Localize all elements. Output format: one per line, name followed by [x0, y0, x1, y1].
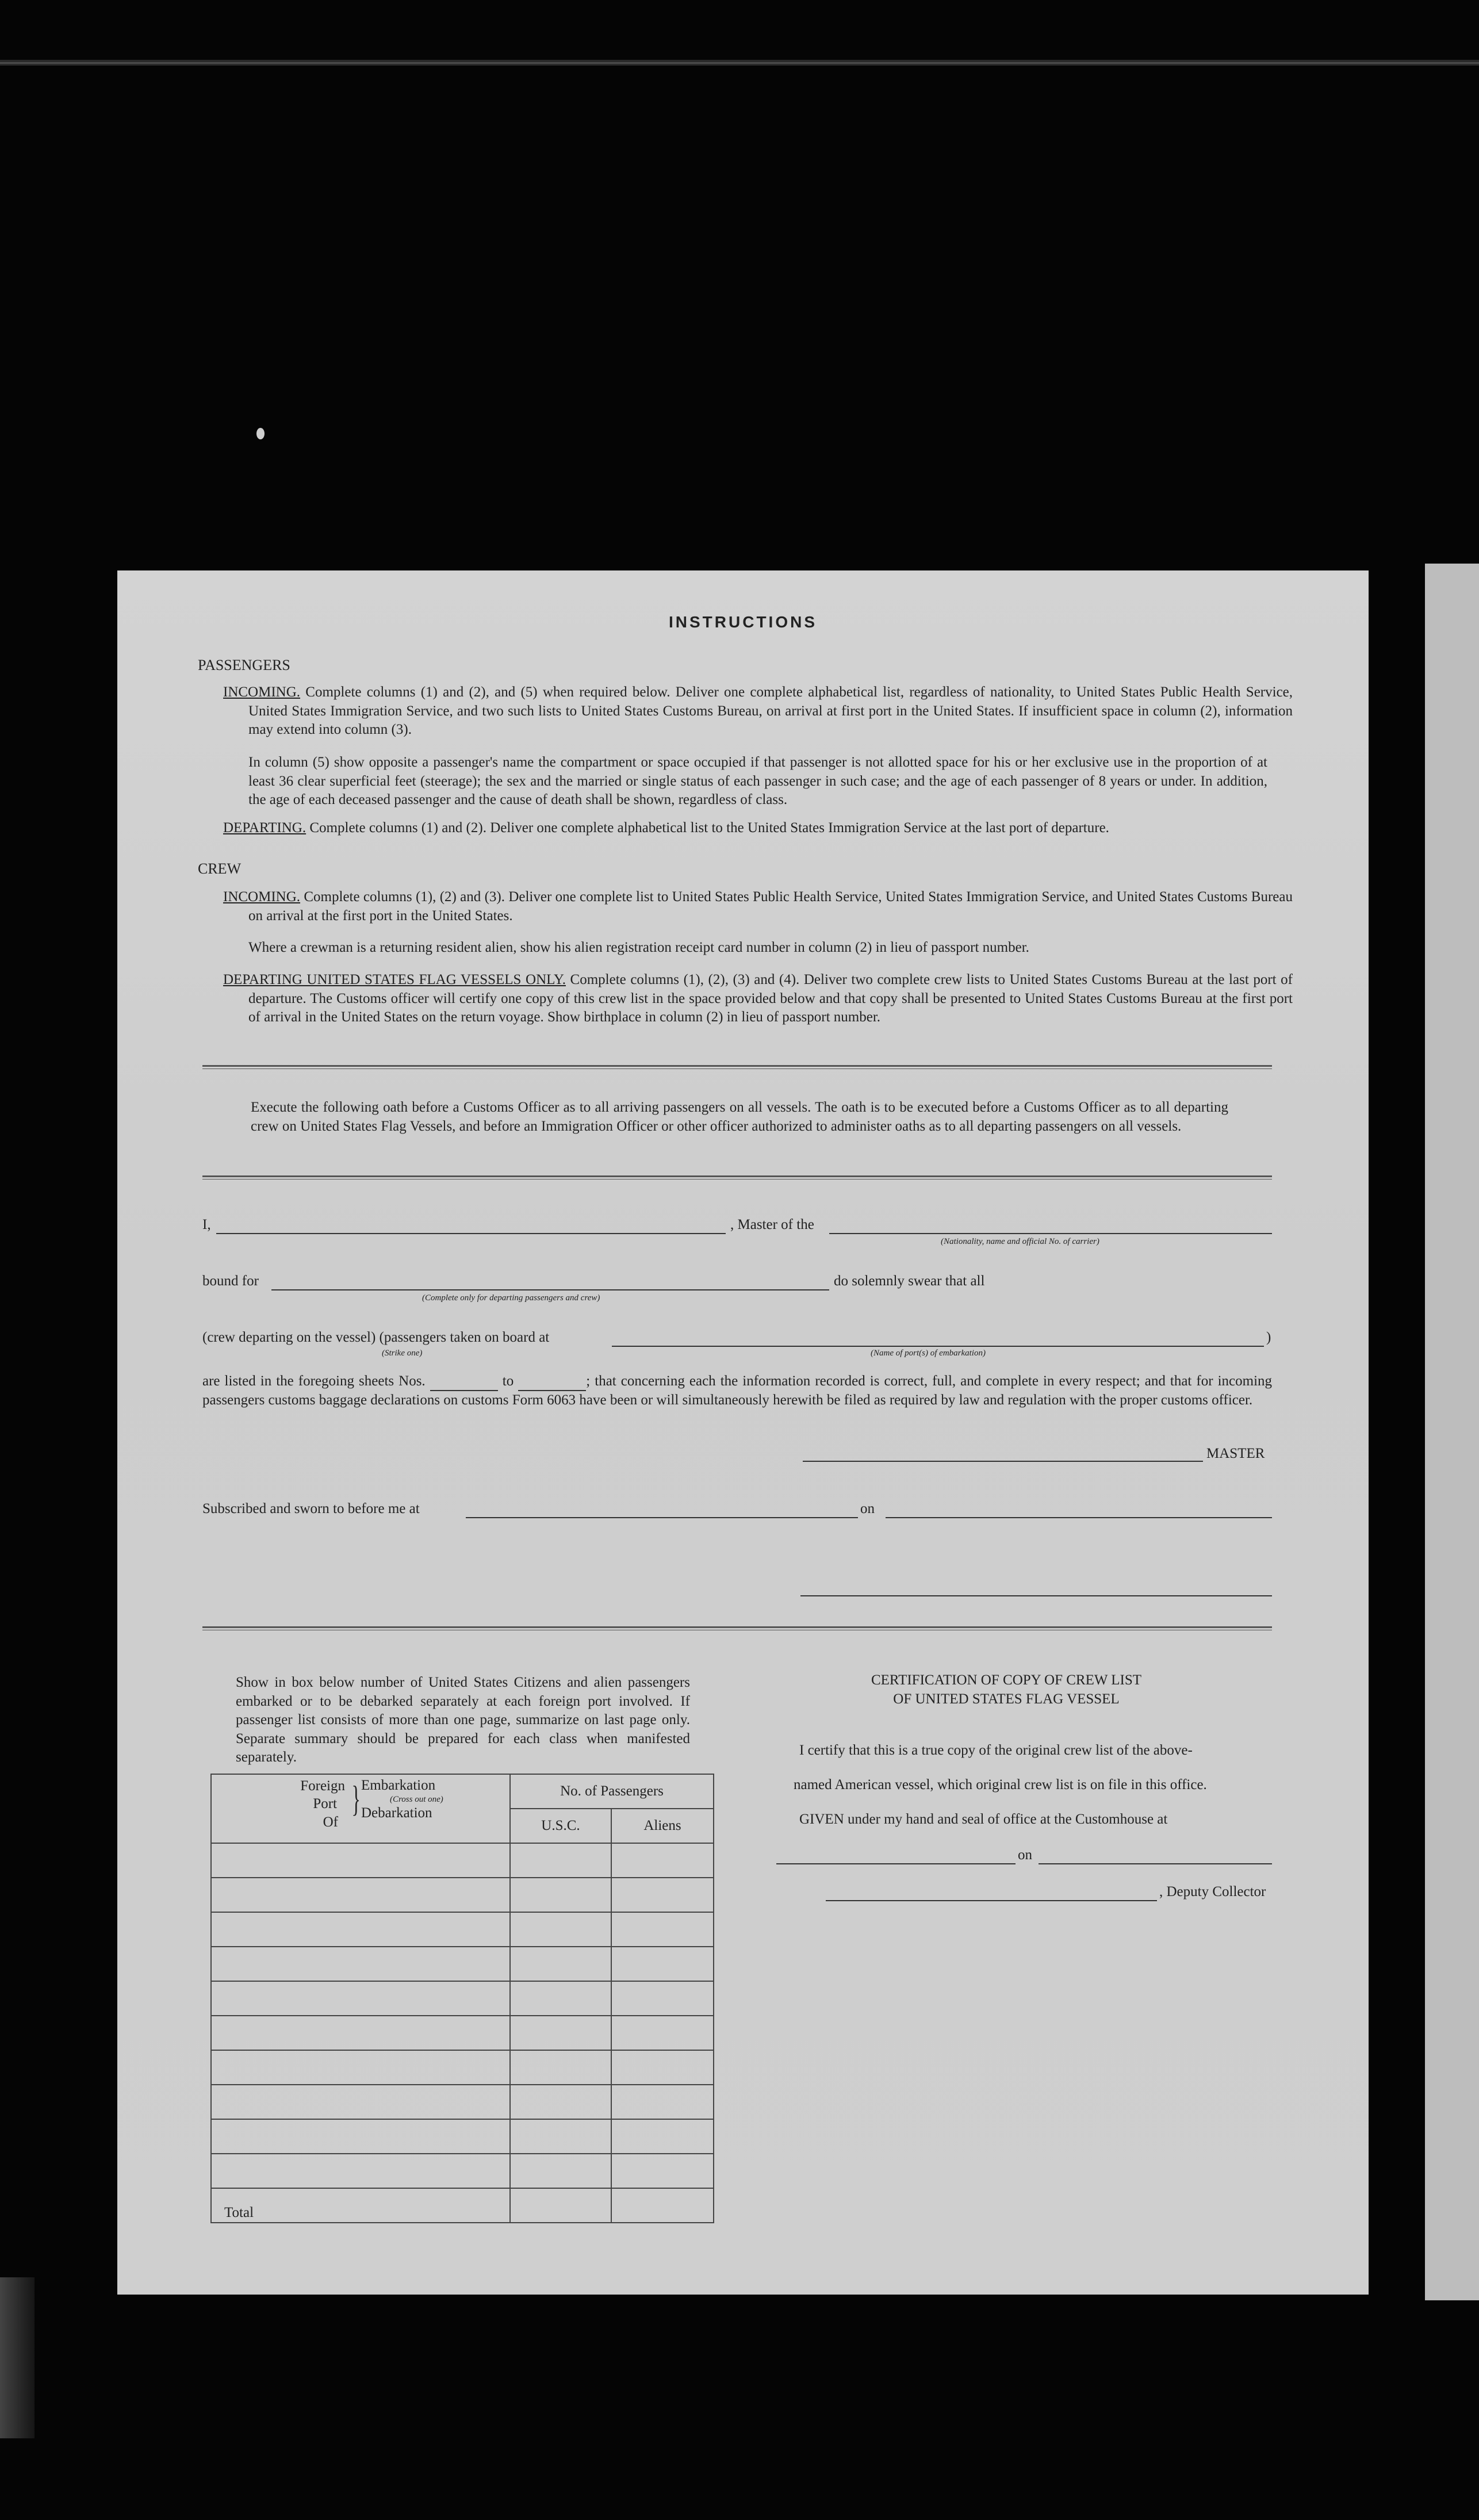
passengers-incoming-lead: INCOMING. — [223, 684, 301, 700]
bound-for-field[interactable] — [271, 1289, 829, 1290]
debarkation-label: Debarkation — [361, 1805, 432, 1821]
passenger-summary-table — [210, 1774, 714, 2223]
port-cell[interactable] — [211, 2016, 510, 2050]
close-paren: ) — [1266, 1330, 1271, 1345]
complete-only-note: (Complete only for departing passengers and crew) — [422, 1293, 600, 1303]
of-label: Of — [323, 1814, 338, 1830]
aliens-cell[interactable] — [611, 2016, 714, 2050]
summary-note: Show in box below number of United States Citizens and alien passengers embarked or to be debarked separately at each foreign port involved. If passenger list consists of more than one page, summarize on last page only. Separate summary should be prepared for each class when manifested separately. — [236, 1675, 690, 1765]
dust-speck — [256, 428, 265, 439]
usc-cell[interactable] — [510, 1912, 611, 1947]
total-row — [211, 2188, 714, 2223]
crew-departing-label: (crew departing on the vessel) (passengers taken on board at — [202, 1330, 550, 1345]
cert-on-label: on — [1018, 1847, 1032, 1863]
usc-header: U.S.C. — [510, 1809, 611, 1843]
crew-heading: CREW — [198, 860, 242, 877]
table-row — [211, 1843, 714, 1878]
port-cell[interactable] — [211, 2050, 510, 2085]
table-row — [211, 2016, 714, 2050]
port-cell[interactable] — [211, 2085, 510, 2119]
officer-signature-field[interactable] — [800, 1595, 1272, 1596]
port-cell[interactable] — [211, 2154, 510, 2188]
port-label: Port — [313, 1796, 337, 1812]
nationality-note: (Nationality, name and official No. of carrier) — [941, 1237, 1099, 1246]
table-row — [211, 2119, 714, 2154]
usc-cell[interactable] — [510, 1981, 611, 2016]
oath-i-label: I, — [202, 1217, 211, 1232]
listed-label: are listed in the foregoing sheets Nos. — [202, 1373, 426, 1389]
embarkation-label: Embarkation — [361, 1778, 436, 1793]
sheet-to-field[interactable] — [518, 1371, 586, 1391]
port-cell[interactable] — [211, 1912, 510, 1947]
passengers-incoming-paragraph — [223, 683, 1293, 740]
section-divider — [202, 1626, 1272, 1630]
table-row — [211, 1981, 714, 2016]
section-divider — [202, 1065, 1272, 1069]
listed-rest: ; that concerning each the information recorded is correct, full, and complete in every respect; and that for incoming passengers customs baggage declarations on customs Form 6063 have been or will simultaneously herewith be filed as required by law and regulation with the proper customs officer. — [202, 1373, 1273, 1408]
sworn-place-field[interactable] — [466, 1517, 858, 1518]
aliens-cell[interactable] — [611, 1912, 714, 1947]
strike-one-note: (Strike one) — [382, 1349, 423, 1358]
port-header-cell — [211, 1774, 510, 1843]
carrier-field[interactable] — [829, 1233, 1272, 1234]
adjacent-page-edge — [1425, 564, 1479, 2300]
oath-instructions: Execute the following oath before a Customs Officer as to all arriving passengers on all vessels. The oath is to be executed before a Customs Officer as to all departing crew on United States Flag Vessels, and before an Immigration Officer or other officer authorized to administer oaths as to all departing passengers on all vessels. — [251, 1100, 1228, 1134]
bound-for-label: bound for — [202, 1273, 259, 1289]
passengers-incoming-text: Complete columns (1) and (2), and (5) when required below. Deliver one complete alphabetical list, regardless of nationality, to United States Public Health Service, United States Immigration Service, and two such lists to United States Customs Bureau, on arrival at first port in the United States. If insufficient space in column (2), information may extend into column (3). — [248, 684, 1293, 737]
usc-cell[interactable] — [510, 2016, 611, 2050]
total-label: Total — [211, 2188, 510, 2223]
film-strip-line — [0, 62, 1479, 64]
table-row — [211, 1878, 714, 1912]
aliens-cell[interactable] — [611, 2050, 714, 2085]
section-divider — [202, 1175, 1272, 1179]
usc-cell[interactable] — [510, 1843, 611, 1878]
crew-resident-paragraph: Where a crewman is a returning resident alien, show his alien registration receipt card number in column (2) in lieu of passport number. — [248, 940, 1029, 955]
master-of-label: , Master of the — [730, 1217, 814, 1232]
crew-departing-lead: DEPARTING UNITED STATES FLAG VESSELS ONLY. — [223, 972, 566, 987]
passengers-departing-lead: DEPARTING. — [223, 820, 306, 836]
usc-cell[interactable] — [510, 2050, 611, 2085]
usc-cell[interactable] — [510, 2085, 611, 2119]
usc-cell[interactable] — [510, 1878, 611, 1912]
sheet-from-field[interactable] — [430, 1371, 498, 1391]
aliens-cell[interactable] — [611, 1843, 714, 1878]
swear-label: do solemnly swear that all — [834, 1273, 985, 1289]
sheets-statement — [202, 1371, 1272, 1410]
port-cell[interactable] — [211, 1843, 510, 1878]
manifest-form-page — [117, 570, 1369, 2295]
usc-cell[interactable] — [510, 1947, 611, 1981]
passengers-departing-text: Complete columns (1) and (2). Deliver one complete alphabetical list to the United States Immigration Service at the last port of departure. — [309, 820, 1109, 836]
table-row — [211, 1947, 714, 1981]
port-cell[interactable] — [211, 1981, 510, 2016]
no-passengers-header: No. of Passengers — [510, 1774, 714, 1809]
embarkation-debarkation — [361, 1777, 443, 1831]
master-name-field[interactable] — [216, 1233, 726, 1234]
deputy-signature-field[interactable] — [826, 1900, 1157, 1901]
aliens-cell[interactable] — [611, 1878, 714, 1912]
deputy-collector-label: , Deputy Collector — [1159, 1884, 1266, 1899]
port-cell[interactable] — [211, 1947, 510, 1981]
passengers-heading: PASSENGERS — [198, 657, 290, 673]
table-row — [211, 2050, 714, 2085]
port-cell[interactable] — [211, 2119, 510, 2154]
crew-incoming-lead: INCOMING. — [223, 889, 301, 905]
master-label: MASTER — [1206, 1446, 1265, 1461]
foreign-label: Foreign — [300, 1778, 345, 1794]
film-glare — [0, 2277, 35, 2438]
certification-title-line1: CERTIFICATION OF COPY OF CREW LIST — [871, 1672, 1142, 1688]
certification-title — [805, 1671, 1208, 1709]
aliens-cell[interactable] — [611, 2154, 714, 2188]
table-row — [211, 1912, 714, 1947]
port-name-note: (Name of port(s) of embarkation) — [871, 1349, 986, 1358]
master-signature-field[interactable] — [803, 1461, 1203, 1462]
customhouse-field[interactable] — [776, 1863, 1016, 1864]
cross-out-note: (Cross out one) — [390, 1795, 443, 1804]
subscribed-label: Subscribed and sworn to before me at — [202, 1501, 420, 1516]
sworn-date-field[interactable] — [886, 1517, 1272, 1518]
passengers-departing-paragraph — [223, 819, 1267, 838]
total-usc-cell[interactable] — [510, 2188, 611, 2223]
cert-date-field[interactable] — [1039, 1863, 1272, 1864]
aliens-cell[interactable] — [611, 1981, 714, 2016]
table-row — [211, 2154, 714, 2188]
usc-cell[interactable] — [510, 2119, 611, 2154]
crew-departing-text: Complete columns (1), (2), (3) and (4). Deliver two complete crew lists to United States Customs Bureau at the last port of departure. The Customs officer will certify one copy of this crew list in the space provided below and that copy shall be presented to United States Customs Bureau at the first port of arrival in the United States on the return voyage. Show birthplace in column (2) in lieu of passport number. — [248, 972, 1293, 1025]
given-label: GIVEN under my hand and seal of office at the Customhouse at — [799, 1812, 1168, 1827]
certify-line2: named American vessel, which original crew list is on file in this office. — [794, 1777, 1207, 1793]
table-row — [211, 2085, 714, 2119]
page-title: INSTRUCTIONS — [669, 613, 817, 631]
sworn-on-label: on — [860, 1501, 875, 1516]
aliens-cell[interactable] — [611, 2119, 714, 2154]
certify-line1: I certify that this is a true copy of the original crew list of the above- — [799, 1742, 1193, 1758]
aliens-header: Aliens — [611, 1809, 714, 1843]
aliens-cell[interactable] — [611, 2085, 714, 2119]
crew-departing-paragraph — [223, 971, 1293, 1027]
aliens-cell[interactable] — [611, 1947, 714, 1981]
usc-cell[interactable] — [510, 2154, 611, 2188]
total-aliens-cell[interactable] — [611, 2188, 714, 2223]
brace-glyph: } — [351, 1778, 361, 1819]
to-label: to — [502, 1373, 514, 1389]
passengers-column5-paragraph: In column (5) show opposite a passenger's name the compartment or space occupied if that passenger is not allotted space for his or her exclusive use in the proportion of at least 36 clear superficial feet (steerage); the sex and the married or single status of each passenger in such case; and the age of each passenger of 8 years or under. In addition, the age of each deceased passenger and the cause of death shall be shown, regardless of class. — [248, 755, 1267, 807]
crew-incoming-paragraph — [223, 888, 1293, 925]
port-cell[interactable] — [211, 1878, 510, 1912]
crew-incoming-text: Complete columns (1), (2) and (3). Deliver one complete list to United States Public Health Service, United States Immigration Service, and United States Customs Bureau on arrival at the first port in the United States. — [248, 889, 1293, 924]
foreign-port-of — [212, 1777, 348, 1831]
certification-title-line2: OF UNITED STATES FLAG VESSEL — [893, 1691, 1120, 1707]
embarkation-port-field[interactable] — [612, 1346, 1264, 1347]
